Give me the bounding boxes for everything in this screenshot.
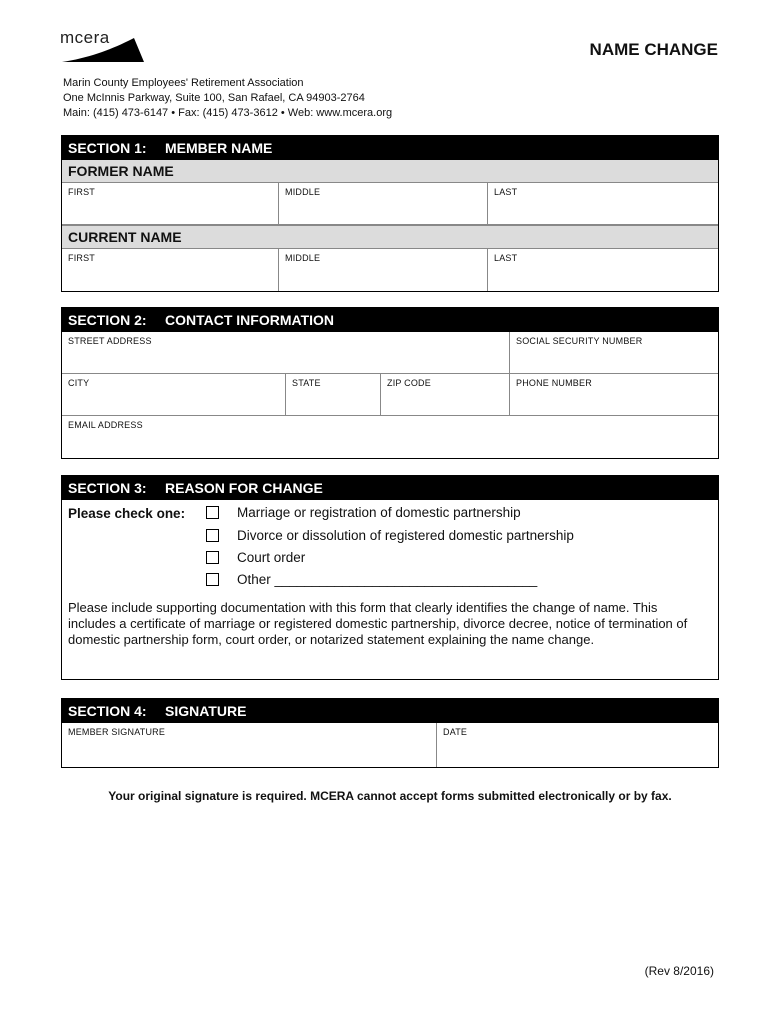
current-last-name-field[interactable]: [487, 249, 718, 291]
revision-date: (Rev 8/2016): [644, 964, 714, 978]
section-4-header: [62, 699, 718, 723]
state-field[interactable]: [285, 374, 380, 415]
field-label: MIDDLE: [285, 253, 321, 263]
field-label: MEMBER SIGNATURE: [68, 727, 166, 737]
check-one-prompt: Please check one:: [68, 506, 186, 521]
section-number: SECTION 4:: [68, 703, 147, 719]
address-row: [62, 332, 718, 374]
option-label: Divorce or dissolution of registered domestic partnership: [237, 528, 574, 543]
section-reason-for-change: [61, 475, 719, 680]
checkbox[interactable]: [206, 551, 219, 564]
field-label: SOCIAL SECURITY NUMBER: [516, 336, 643, 346]
org-address: One McInnis Parkway, Suite 100, San Rafael, CA 94903-2764: [63, 92, 365, 104]
phone-number-field[interactable]: [509, 374, 718, 415]
section-title: REASON FOR CHANGE: [165, 480, 323, 496]
original-signature-notice: Your original signature is required. MCERA cannot accept forms submitted electronically or by fax.: [108, 789, 672, 803]
section-3-header: [62, 476, 718, 500]
field-label: DATE: [443, 727, 468, 737]
field-label: CITY: [68, 378, 90, 388]
logo-text: mcera: [60, 28, 110, 47]
documentation-note: Please include supporting documentation with this form that clearly identifies the change of name. This includes a certificate of marriage or registered domestic partnership, divorce decree, notice of termination of domestic partnership form, court order, or notarized statement explaining the name change.: [68, 600, 688, 647]
field-label: FIRST: [68, 187, 95, 197]
email-address-field[interactable]: [62, 416, 718, 458]
section-contact-information: [61, 307, 719, 459]
section-number: SECTION 2:: [68, 312, 147, 328]
ssn-field[interactable]: [509, 332, 718, 373]
section-member-name: [61, 135, 719, 292]
email-row: [62, 416, 718, 458]
date-field[interactable]: [436, 723, 718, 767]
option-label: Court order: [237, 550, 306, 565]
zip-code-field[interactable]: [380, 374, 509, 415]
current-name-row: [62, 249, 718, 291]
former-last-name-field[interactable]: [487, 183, 718, 224]
city-row: [62, 374, 718, 416]
field-label: LAST: [494, 253, 518, 263]
checkbox[interactable]: [206, 573, 219, 586]
current-first-name-field[interactable]: [62, 249, 278, 291]
field-label: STREET ADDRESS: [68, 336, 152, 346]
section-1-header: [62, 136, 718, 160]
city-field[interactable]: [62, 374, 285, 415]
section-title: CONTACT INFORMATION: [165, 312, 335, 328]
org-contact: Main: (415) 473-6147 • Fax: (415) 473-3612 • Web: www.mcera.org: [63, 107, 393, 119]
field-label: EMAIL ADDRESS: [68, 420, 143, 430]
reason-body: [62, 500, 718, 680]
organization-info: [63, 76, 392, 121]
current-middle-name-field[interactable]: [278, 249, 487, 291]
option-label: Other ___________________________________: [237, 572, 538, 587]
checkbox[interactable]: [206, 506, 219, 519]
section-2-header: [62, 308, 718, 332]
section-signature: [61, 698, 719, 768]
current-name-heading: CURRENT NAME: [62, 225, 718, 249]
former-name-heading: FORMER NAME: [62, 160, 718, 183]
field-label: FIRST: [68, 253, 95, 263]
org-name: Marin County Employees' Retirement Association: [63, 77, 304, 89]
former-middle-name-field[interactable]: [278, 183, 487, 224]
logo-mark: [60, 28, 150, 70]
field-label: STATE: [292, 378, 321, 388]
street-address-field[interactable]: [62, 332, 509, 373]
section-number: SECTION 1:: [68, 140, 147, 156]
section-number: SECTION 3:: [68, 480, 147, 496]
former-first-name-field[interactable]: [62, 183, 278, 224]
checkbox[interactable]: [206, 529, 219, 542]
mcera-logo: [60, 28, 150, 70]
field-label: LAST: [494, 187, 518, 197]
field-label: PHONE NUMBER: [516, 378, 592, 388]
field-label: MIDDLE: [285, 187, 321, 197]
field-label: ZIP CODE: [387, 378, 431, 388]
form-title: NAME CHANGE: [589, 40, 718, 59]
signature-row: [62, 723, 718, 767]
member-signature-field[interactable]: [62, 723, 436, 767]
section-title: SIGNATURE: [165, 703, 247, 719]
section-title: MEMBER NAME: [165, 140, 273, 156]
former-name-row: [62, 183, 718, 225]
option-label: Marriage or registration of domestic partnership: [237, 505, 521, 520]
